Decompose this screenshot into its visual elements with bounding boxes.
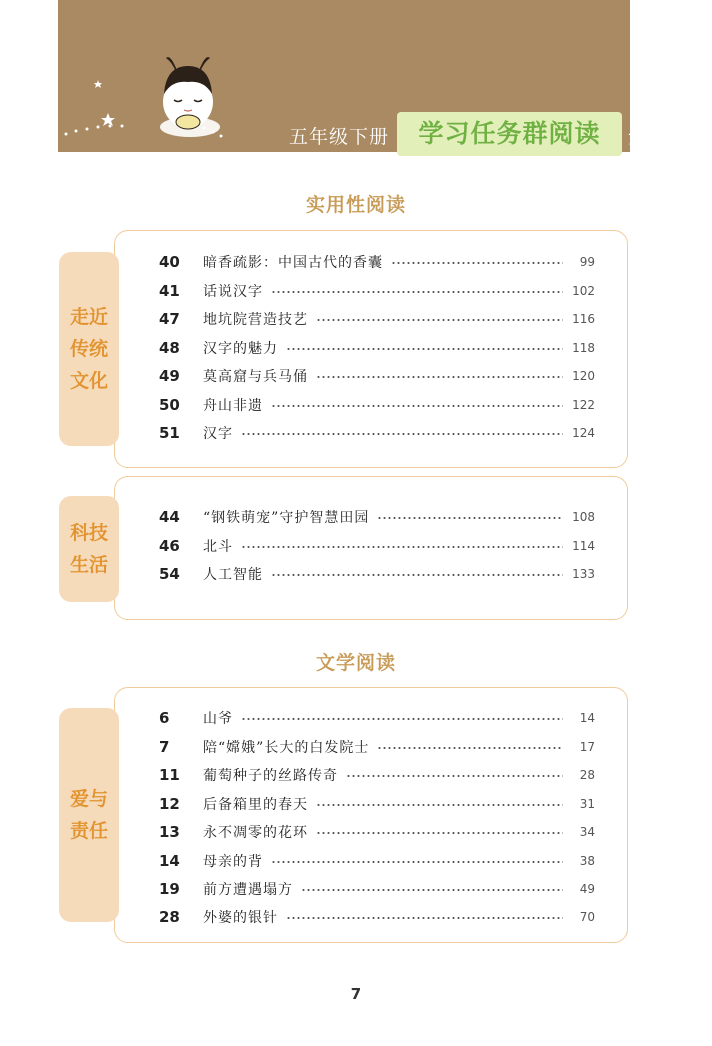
header-title: 学习任务群阅读 [397,112,622,156]
article-title: 暗香疏影：中国古代的香囊 [203,255,383,271]
article-number: 54 [159,565,180,583]
article-title: 北斗 [203,539,233,555]
index-row[interactable] [159,737,595,757]
leader-dots [301,889,563,891]
index-row[interactable] [159,765,595,785]
index-row[interactable] [159,708,595,728]
page-ref: 17 [579,740,595,754]
page-ref: 122 [572,398,595,412]
article-number: 13 [159,823,180,841]
index-row[interactable] [159,564,595,584]
page-ref: 49 [579,882,595,896]
group-tab-label: 走近传统文化 [69,306,108,392]
article-number: 46 [159,537,180,555]
article-title: 前方遭遇塌方 [203,882,293,898]
leader-dots [377,747,563,749]
page-ref: 133 [572,567,595,581]
index-row[interactable] [159,338,595,358]
index-row[interactable] [159,794,595,814]
page-ref: 120 [572,369,595,383]
group-tab-love-responsibility [59,708,119,922]
index-row[interactable] [159,252,595,272]
leader-dots [316,804,563,806]
article-number: 7 [159,738,170,756]
index-row[interactable] [159,366,595,386]
article-number: 47 [159,310,180,328]
page-number: 7 [350,985,362,1003]
index-row[interactable] [159,851,595,871]
leader-dots [241,433,563,435]
leader-dots [316,319,563,321]
leader-dots [391,262,563,264]
article-title: “钢铁萌宠”守护智慧田园 [203,510,370,526]
page-ref: 28 [579,768,595,782]
page-ref: 14 [579,711,595,725]
mascot-girl-icon [148,52,228,147]
section-title-literary: 文学阅读 [315,652,396,674]
article-title: 莫高窟与兵马俑 [203,369,308,385]
index-row[interactable] [159,395,595,415]
article-number: 14 [159,852,180,870]
article-number: 50 [159,396,180,414]
article-title: 葡萄种子的丝路传奇 [203,768,338,784]
group-tab-traditional-culture [59,252,119,446]
leader-dots [316,376,563,378]
group-tab-tech-life [59,496,119,602]
page-ref: 99 [579,255,595,269]
article-number: 40 [159,253,180,271]
article-title: 汉字 [203,426,233,442]
index-row[interactable] [159,536,595,556]
article-number: 44 [159,508,180,526]
page-ref: 116 [572,312,595,326]
article-title: 陪“嫦娥”长大的白发院士 [203,740,370,756]
group-tab-label: 科技生活 [69,522,108,576]
page-ref: 70 [579,910,595,924]
article-number: 19 [159,880,180,898]
page-ref: 108 [572,510,595,524]
leader-dots [316,832,563,834]
article-title: 外婆的银针 [203,910,278,926]
group-tab-label: 爱与责任 [69,788,108,842]
leader-dots [271,291,563,293]
article-number: 6 [159,709,170,727]
page-ref: 114 [572,539,595,553]
index-row[interactable] [159,907,595,927]
index-row[interactable] [159,879,595,899]
article-title: 地坑院营造技艺 [203,312,308,328]
page-ref: 34 [579,825,595,839]
article-number: 51 [159,424,180,442]
leader-dots [286,917,563,919]
article-title: 话说汉字 [203,284,263,300]
page-ref: 124 [572,426,595,440]
leader-dots [271,574,563,576]
article-title: 舟山非遗 [203,398,263,414]
index-row[interactable] [159,281,595,301]
article-title: 永不凋零的花环 [203,825,308,841]
index-row[interactable] [159,309,595,329]
page-ref: 38 [579,854,595,868]
leader-dots [241,546,563,548]
section-title-practical: 实用性阅读 [305,194,406,216]
article-number: 28 [159,908,180,926]
leader-dots [286,348,563,350]
article-number: 49 [159,367,180,385]
leader-dots [241,718,563,720]
header-grade: 五年级下册 [289,126,390,148]
article-title: 后备箱里的春天 [203,797,308,813]
article-number: 48 [159,339,180,357]
article-number: 11 [159,766,180,784]
index-row[interactable] [159,507,595,527]
article-title: 母亲的背 [203,854,263,870]
index-row[interactable] [159,822,595,842]
page-ref: 118 [572,341,595,355]
article-title: 山爷 [203,711,233,727]
index-row[interactable] [159,423,595,443]
leader-dots [271,861,563,863]
leader-dots [271,405,563,407]
article-title: 人工智能 [203,567,263,583]
leader-dots [377,517,563,519]
leader-dots [346,775,563,777]
article-title: 汉字的魅力 [203,341,278,357]
article-number: 41 [159,282,180,300]
article-number: 12 [159,795,180,813]
header-suffix: 索引 [628,126,648,175]
page-ref: 102 [572,284,595,298]
page-ref: 31 [579,797,595,811]
header-banner [58,0,648,175]
